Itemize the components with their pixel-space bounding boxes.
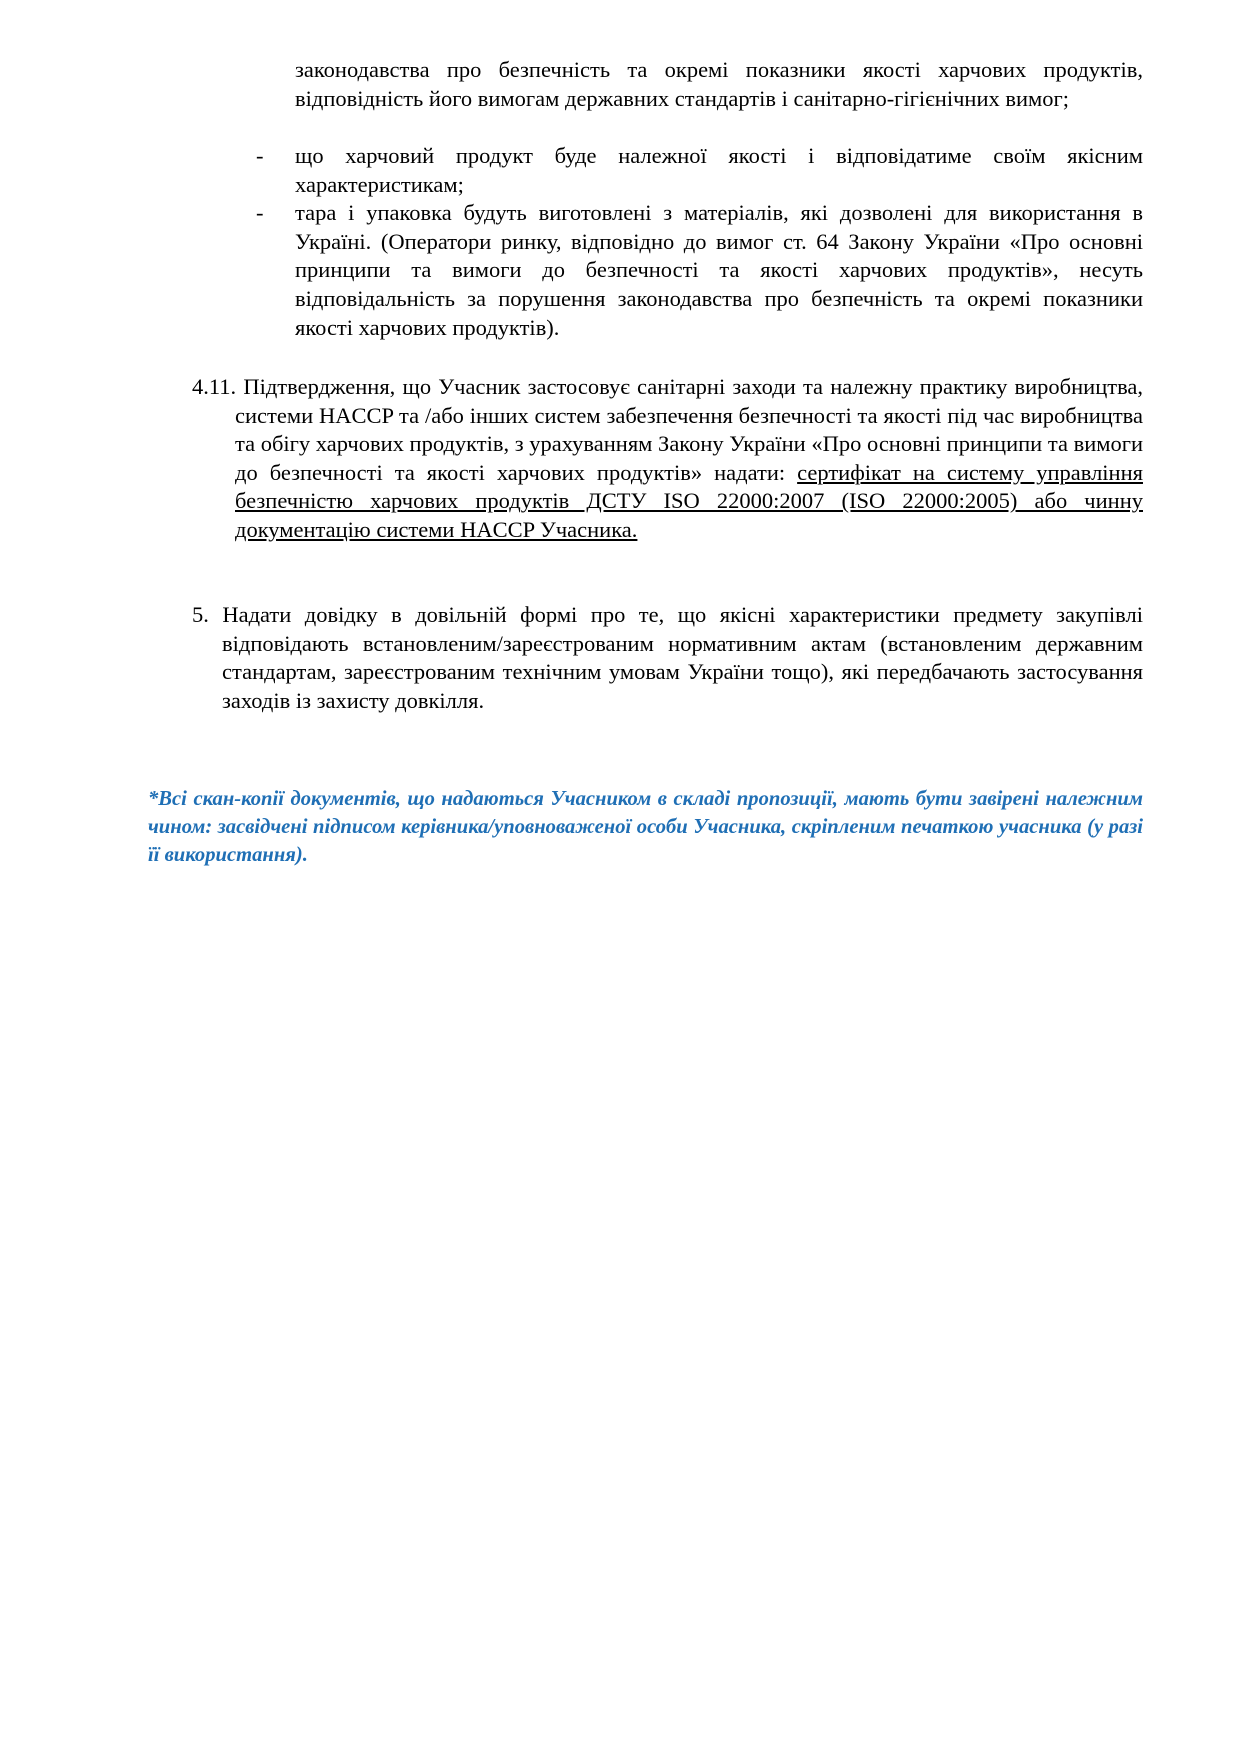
section-5 xyxy=(192,601,1143,715)
requirements-bullet-list xyxy=(0,142,1241,342)
bullet-text: тара і упаковка будуть виготовлені з матеріалів, які дозволені для використання в Україні. (Оператори ринку, відповідно до вимог ст. 64 Закону України «Про основні принципи та вимоги до безпечності та якості харчових продуктів», несуть відповідальність за порушення законодавства про безпечність та окремі показники якості харчових продуктів). xyxy=(295,200,1143,340)
list-item xyxy=(0,199,1241,342)
section-text: Підтвердження, що Учасник застосовує санітарні заходи та належну практику виробництва, системи HACCP та /або інших систем забезпечення безпечності та якості під час виробництва та обігу харчових продуктів, з урахуванням Закону України «Про основні принципи та вимоги до безпечності та якості харчових продуктів» надати: xyxy=(235,374,1144,485)
scan-copies-footnote: *Всі скан-копії документів, що надаються Учасником в складі пропозиції, мають бути завірені належним чином: засвідчені підписом керівника/уповноваженої особи Учасника, скріпленим печаткою учасника (у разі її використання). xyxy=(148,788,1143,867)
bullet-text: що харчовий продукт буде належної якості і відповідатиме своїм якісним характеристикам; xyxy=(295,143,1143,197)
section-number: 5. xyxy=(192,602,209,627)
continuation-paragraph: законодавства про безпечність та окремі показники якості харчових продуктів, відповідність його вимогам державних стандартів і санітарно-гігієнічних вимог; xyxy=(295,57,1143,111)
section-number: 4.11. xyxy=(192,374,237,399)
certificate-requirement-underlined: сертифікат на систему управління безпечністю харчових продуктів ДСТУ ISO 22000:2007 (ISO 22000:2005) або чинну документацію системи HACCP Учасника. xyxy=(235,459,1143,542)
bullet-dash-marker: - xyxy=(256,200,264,226)
section-5-paragraph xyxy=(192,601,1143,715)
list-item xyxy=(0,142,1241,199)
section-4-11-paragraph xyxy=(192,373,1143,545)
section-4-11 xyxy=(192,373,1143,545)
section-text: Надати довідку в довільній формі про те, що якісні характеристики предмету закупівлі відповідають встановленим/зареєстрованим нормативним актам (встановленим державним стандартам, зареєстрованим технічним умовам України тощо), які передбачають застосування заходів із захисту довкілля. xyxy=(222,602,1143,713)
bullet-dash-marker: - xyxy=(256,143,264,168)
section-spacer xyxy=(209,602,222,627)
